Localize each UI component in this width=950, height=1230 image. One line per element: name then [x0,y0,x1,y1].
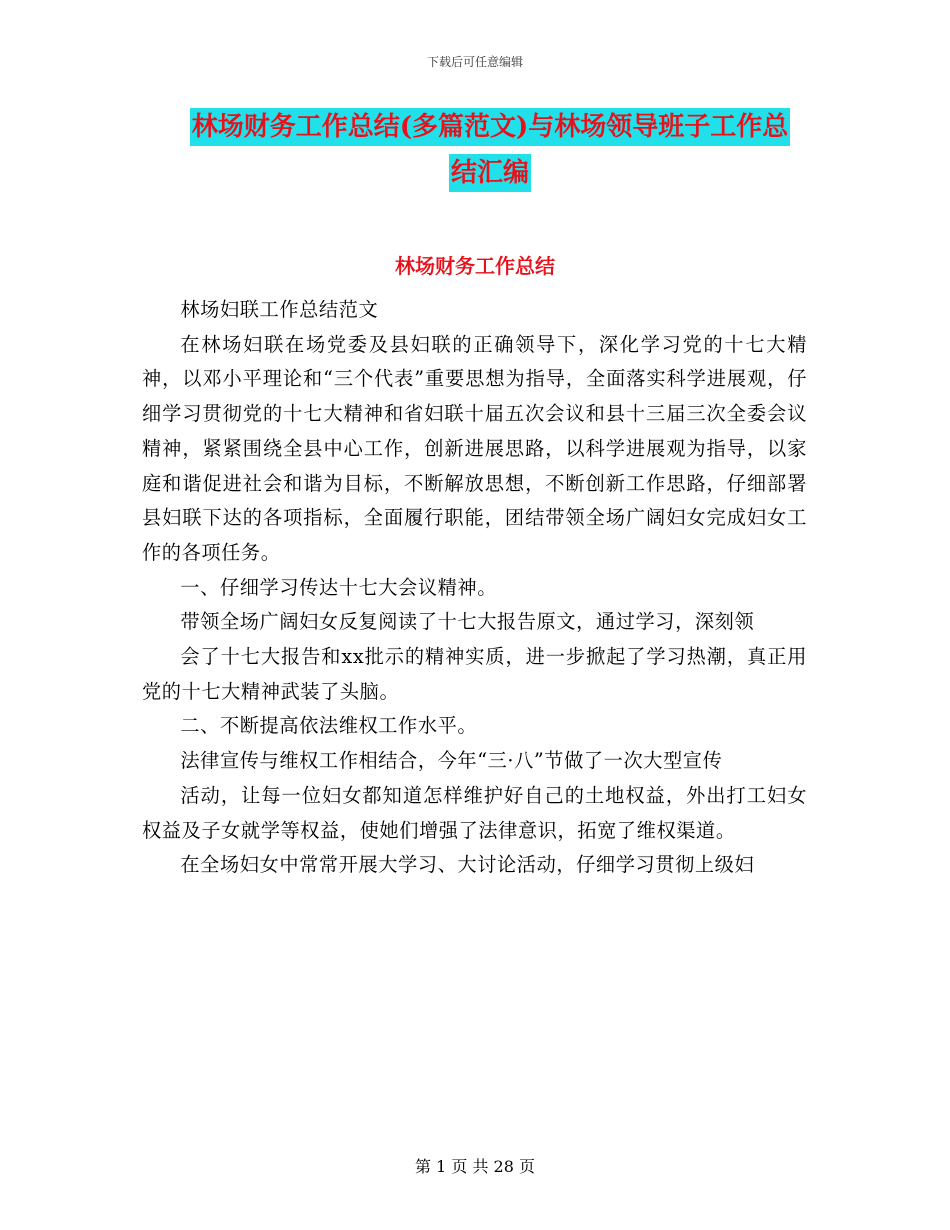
paragraph: 一、仔细学习传达十七大会议精神。 [180,575,497,599]
paragraph: 在林场妇联在场党委及县妇联的正确领导下，深化学习党的十七大精神，以邓小平理论和“三个代表”重要思想为指导，全面落实科学进展观，仔细学习贯彻党的十七大精神和省妇联十届五次会议和县十三届三次全委会议精神，紧紧围绕全县中心工作，创新进展思路，以科学进展观为指导，以家庭和谐促进社会和谐为目标，不断解放思想，不断创新工作思路，仔细部署县妇联下达的各项指标，全面履行职能，团结带领全场广阔妇女完成妇女工作的各项任务。 [142,332,807,564]
document-body [142,293,807,883]
paragraph: 法律宣传与维权工作相结合，今年“三·八”节做了一次大型宣传 [180,749,723,773]
paragraph: 在全场妇女中常常开展大学习、大讨论活动，仔细学习贯彻上级妇 [180,853,755,877]
paragraph: 带领全场广阔妇女反复阅读了十七大报告原文，通过学习，深刻领 [180,610,755,634]
paragraph: 会了十七大报告和xx批示的精神实质，进一步掀起了学习热潮，真正用党的十七大精神武装了头脑。 [142,645,807,703]
paragraph: 二、不断提高依法维权工作水平。 [180,714,478,738]
title-line-2: 结汇编 [449,154,531,192]
paragraph: 活动，让每一位妇女都知道怎样维护好自己的土地权益，外出打工妇女权益及子女就学等权益，使她们增强了法律意识，拓宽了维权渠道。 [142,783,807,842]
section-title: 林场财务工作总结 [395,254,555,278]
header-note: 下载后可任意编辑 [426,55,523,69]
document-title [170,108,810,192]
title-line-1: 林场财务工作总结(多篇范文)与林场领导班子工作总 [190,108,791,146]
page-number: 第 1 页 共 28 页 [415,1157,535,1176]
paragraph: 林场妇联工作总结范文 [180,298,379,321]
